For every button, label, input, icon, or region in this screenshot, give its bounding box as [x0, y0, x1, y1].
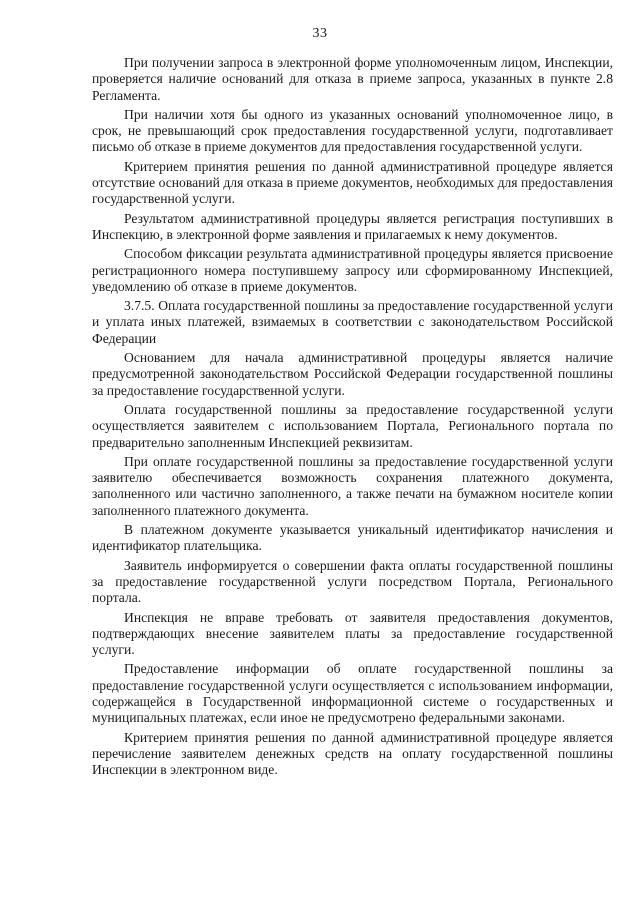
- paragraph: При получении запроса в электронной форме уполномоченным лицом, Инспекции, проверяется наличие оснований для отказа в приеме запроса, указанных в пункте 2.8 Регламента.: [92, 55, 613, 103]
- page-number: 33: [312, 26, 328, 41]
- document-body: [92, 55, 613, 781]
- paragraph: Результатом административной процедуры является регистрация поступивших в Инспекцию, в электронной форме заявления и прилагаемых к нему документов.: [92, 210, 613, 242]
- paragraph: Заявитель информируется о совершении факта оплаты государственной пошлины за предоставление государственной услуги посредством Портала, Регионального портала.: [92, 557, 613, 606]
- paragraph: Предоставление информации об оплате государственной пошлины за предоставление государственной услуги осуществляется с использованием информации, содержащейся в Государственной информационной системе о государственных и муниципальных платежах, если иное не предусмотрено федеральными законами.: [92, 661, 613, 726]
- paragraph: Способом фиксации результата административной процедуры является присвоение регистрационного номера поступившему запросу или сформированному Инспекцией, уведомлению об отказе в приеме документов.: [92, 246, 613, 294]
- paragraph: Основанием для начала административной процедуры является наличие предусмотренной законодательством Российской Федерации государственной пошлины за предоставление государственной услуги.: [92, 350, 613, 398]
- section-heading-3-7-5: 3.7.5. Оплата государственной пошлины за предоставление государственной услуги и уплата иных платежей, взимаемых в соответствии с законодательством Российской Федерации: [92, 298, 613, 346]
- paragraph: Инспекция не вправе требовать от заявителя предоставления документов, подтверждающих внесение заявителем платы за предоставление государственной услуги.: [92, 609, 613, 658]
- paragraph: Оплата государственной пошлины за предоставление государственной услуги осуществляется заявителем с использованием Портала, Регионального портала по предварительно заполненным Инспекцией реквизитам.: [92, 401, 613, 450]
- paragraph: При оплате государственной пошлины за предоставление государственной услуги заявителю обеспечивается возможность сохранения платежного документа, заполненного или частично заполненного, а также печати на бумажном носителе копии заполненного платежного документа.: [92, 453, 613, 518]
- paragraph: При наличии хотя бы одного из указанных оснований уполномоченное лицо, в срок, не превышающий срок предоставления государственной услуги, подготавливает письмо об отказе в приеме документов для предоставления государственной услуги.: [92, 106, 613, 155]
- paragraph: Критерием принятия решения по данной административной процедуре является отсутствие оснований для отказа в приеме документов, необходимых для предоставления государственной услуги.: [92, 158, 613, 207]
- paragraph: Критерием принятия решения по данной административной процедуре является перечисление заявителем денежных средств на оплату государственной пошлины Инспекции в электронном виде.: [92, 729, 613, 778]
- paragraph: В платежном документе указывается уникальный идентификатор начисления и идентификатор плательщика.: [92, 522, 613, 554]
